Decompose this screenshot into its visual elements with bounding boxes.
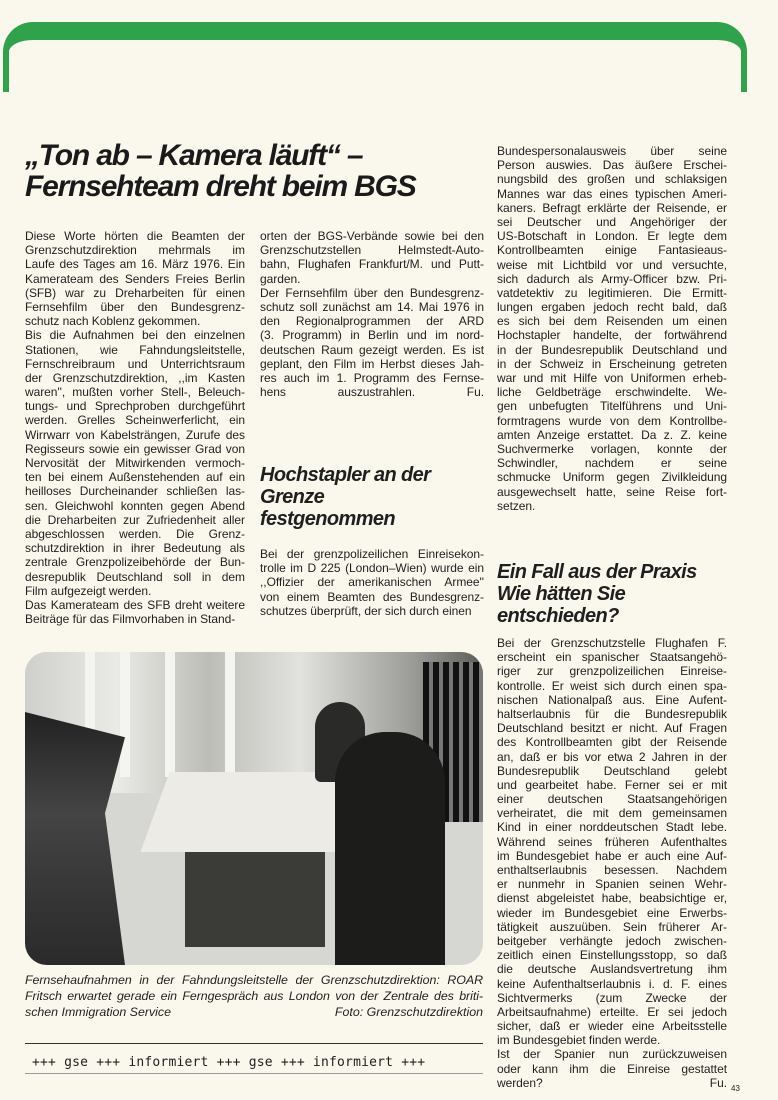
text-line: in der Schweiz in Erscheinung getreten (497, 356, 727, 371)
text-line: trolle im D 225 (London–Wien) wurde ein (260, 561, 484, 576)
text-line: werden. Grelles Scheinwerferlicht, ein (25, 413, 245, 428)
text-line: geplant, den Film im Herbst dieses Jah- (260, 356, 484, 371)
text-line: Film aufgezeigt werden. (25, 583, 152, 598)
page-number: 43 (731, 1084, 740, 1093)
text-line: Grenzschutzstellen Helmstedt-Auto- (260, 243, 484, 258)
text-line: Ist der Spanier nun zurückzuweisen (497, 1047, 727, 1062)
title-line: „Ton ab – Kamera läuft“ – (25, 139, 363, 172)
heading-line: Wie hätten Sie (497, 583, 626, 605)
text-line: US-Botschaft in London. Er legte dem (497, 229, 727, 244)
text-line: (SFB) war zu Dreharbeiten für einen (25, 285, 245, 300)
text-line: kontrolle. Er weist sich durch einen spa- (497, 678, 727, 693)
text-line: und gearbeitet habe. Ferner sei er mit (497, 777, 727, 792)
text-line: werden? Fu. (497, 1075, 727, 1090)
text-line: den Regionalprogrammen der ARD (260, 314, 484, 329)
text-line: res auch im 1. Programm des Fernse- (260, 370, 484, 385)
text-line: Während seines früheren Aufenthaltes (497, 834, 727, 849)
text-line: Das Kamerateam des SFB dreht weitere (25, 597, 245, 612)
text-line: riger zur grenzpolizeilichen Einreise- (497, 664, 727, 679)
text-line: heilloses Durcheinander schließen las- (25, 484, 245, 499)
title-line: Fernsehteam dreht beim BGS (25, 170, 416, 203)
text-line: schutzdirektion in ihrer Bedeutung als (25, 541, 245, 556)
text-line: von einem Beamten des Bundesgrenz- (260, 589, 484, 604)
text-line: Grenzschutzdirektion mehrmals im (25, 243, 245, 258)
heading-line: entschieden? (497, 605, 619, 627)
text-line: gen unbefugten Titelführens und Uni- (497, 399, 727, 414)
text-line: kaners. Befragt erklärte der Reisende, er (497, 200, 727, 215)
text-line: des Kontrollbeamten gibt der Reisende (497, 735, 727, 750)
hochstapler-heading (260, 464, 430, 530)
news-photo (25, 652, 483, 965)
text-line: beitgeber verhängte jedoch zwischen- (497, 933, 727, 948)
text-line: (3. Programm) in Berlin und im nord- (260, 328, 484, 343)
green-header-band (3, 22, 747, 92)
text-line: Wirrwarr von Kabelsträngen, Zurufe des (25, 427, 245, 442)
text-line: Deutschland besitzt er nicht. Auf Fragen (497, 721, 727, 736)
text-line: zentrale Grenzpolizeibehörde der Bun- (25, 555, 245, 570)
praxis-heading (497, 561, 697, 627)
caption-line: schen Immigration Service (25, 1005, 171, 1019)
text-line: Arbeitsaufnahme) erteilte. Er sei jedoch (497, 1004, 727, 1019)
text-line: Bundesrepublik Deutschland gelebt (497, 763, 727, 778)
text-line: schmucke Uniform gegen Zivilkleidung (497, 470, 727, 485)
text-line: setzen. (497, 498, 536, 513)
text-line: Laufe des Tages am 16. März 1976. Ein (25, 257, 245, 272)
article-title (25, 140, 416, 202)
camera-icon (25, 712, 125, 965)
text-line: amten Anzeige erstattet. Da z. Z. keine (497, 427, 727, 442)
text-line: bahn, Flughafen Frankfurt/M. und Putt- (260, 257, 484, 272)
column-2-text (260, 229, 484, 399)
text-line: liche Geldbeträge erschwindelte. We- (497, 385, 727, 400)
text-line: enthaltserlaubnis besessen. Nachdem (497, 863, 727, 877)
text-line: Bei der Grenzschutzstelle Flughafen F. (497, 636, 727, 650)
text-line: Fernschreibraum und Unterrichtsraum (25, 356, 245, 371)
text-line: sicher, daß er wieder eine Arbeitsstelle (497, 1019, 727, 1034)
text-line: tungs- und Sprechproben durchgeführt (25, 399, 245, 414)
text-line: im Bundesgebiet habe er auch eine Auf- (497, 848, 727, 863)
text-line: Der Fernsehfilm über den Bundesgrenz- (260, 285, 484, 300)
text-line: vatdetektiv zu legitimieren. Die Ermitt- (497, 285, 727, 300)
text-line: schutzes überprüft, der sich durch einen (260, 603, 472, 618)
text-line: sen. Gleichwohl konnten gegen Abend (25, 498, 245, 513)
text-line: Hochstapler handelte, der fortwährend (497, 328, 727, 343)
text-line: ,,Offizier der amerikanischen Armee'' (260, 575, 484, 590)
text-line: Stationen, wie Fahndungsleitstelle, (25, 342, 245, 357)
text-line: abgeschlossen werden. Die Grenz- (25, 526, 245, 541)
text-line: Mannes war das eines typischen Ameri- (497, 186, 727, 201)
text-line: nungsbild des großen und schlaksigen (497, 172, 727, 187)
caption-line: Fernsehaufnahmen in der Fahndungsleitstelle der Grenzschutzdirektion: ROAR (25, 973, 483, 987)
caption-line: Fritsch erwartet gerade ein Ferngespräch aus London von der Zentrale des briti- (25, 989, 483, 1003)
text-line: wieder im Bundesgebiet eine Erwerbs- (497, 905, 727, 920)
text-line: die Dreharbeiten zur Zufriedenheit aller (25, 512, 245, 527)
text-line: orten der BGS-Verbände sowie bei den (260, 229, 484, 243)
column-1-text (25, 229, 245, 626)
heading-line: Grenze (260, 486, 325, 508)
text-line: desrepublik Deutschland soll in dem (25, 569, 245, 584)
text-line: es sich bei dem Reisenden um einen (497, 314, 727, 329)
text-line: Kontrollbeamten einige Fantasieaus- (497, 243, 727, 258)
text-line: Person auswies. Das äußere Erschei- (497, 158, 727, 173)
ticker-line: +++ gse +++ informiert +++ gse +++ informiert +++ (32, 1055, 426, 1070)
text-line: Suchvermerke vorlagen, konnte der (497, 441, 727, 456)
text-line: der Grenzschutzdirektion, ,,im Kasten (25, 370, 245, 385)
text-line: keine Aufenthaltserlaubnis i. d. F. eines (497, 976, 727, 991)
text-line: war und mit Hilfe von Uniformen erheb- (497, 371, 727, 385)
text-line: sei Deutscher und Angehöriger der (497, 214, 727, 229)
text-line: weise mit Lichtbild vor und versuchte, (497, 257, 727, 272)
heading-line: Hochstapler an der (260, 464, 431, 486)
text-line: verheiratet, die mit dem gemeinsamen (497, 806, 727, 821)
text-line: formtragens wurde von dem Kontrollbe- (497, 413, 727, 428)
text-line: in der Bundesrepublik Deutschland und (497, 342, 727, 357)
text-line: hens auszustrahlen. Fu. (260, 385, 484, 400)
text-line: Beiträge für das Filmvorhaben in Stand- (25, 612, 236, 627)
photo-caption (25, 972, 483, 1020)
text-line: Sichtvermerks (zum Zwecke der (497, 990, 727, 1005)
text-line: schutz nach Koblenz gekommen. (25, 314, 201, 329)
text-line: ten bei einem Außenstehenden auf ein (25, 470, 245, 485)
text-line: im Bundesgebiet finden werde. (497, 1033, 661, 1048)
divider (25, 1043, 483, 1044)
text-line: dienst abgeleistet habe, beabsichtige er, (497, 891, 727, 906)
text-line: Fernsehfilm über den Bundesgrenz- (25, 299, 245, 314)
text-line: Bei der grenzpolizeilichen Einreisekon- (260, 547, 484, 561)
text-line: zeitlich einen Einstellungsstopp, so daß (497, 948, 727, 963)
photo-credit: Foto: Grenzschutzdirektion (334, 1005, 483, 1019)
divider (25, 1073, 483, 1074)
text-line: Regisseurs sowie ein gewisser Grad von (25, 441, 245, 456)
text-line: deutschen Raum gezeigt werden. Es ist (260, 342, 484, 357)
text-line: Bis die Aufnahmen bei den einzelnen (25, 328, 245, 343)
text-line: er nunmehr in Spanien seinen Wehr- (497, 877, 727, 892)
praxis-text (497, 636, 727, 1090)
text-line: haltserlaubnis für die Bundesrepublik (497, 706, 727, 721)
hochstapler-text (260, 547, 484, 618)
text-line: einer deutschen Staatsangehörigen (497, 792, 727, 807)
text-line: schutz soll zunächst am 14. Mai 1976 in (260, 299, 484, 314)
text-line: sich dadurch als Army-Officer bzw. Pri- (497, 271, 727, 286)
text-line: nischen Nationalpaß aus. Eine Aufent- (497, 692, 727, 707)
text-line: lungen ergaben jedoch recht bald, daß (497, 300, 727, 315)
text-line: Schwindler, nachdem er seine (497, 456, 727, 471)
text-line: waren'', mußten vorher Stell-, Beleuch- (25, 385, 245, 400)
heading-line: festgenommen (260, 508, 396, 530)
text-line: Bundespersonalausweis über seine (497, 144, 727, 158)
text-line: Kamerateam des Senders Freies Berlin (25, 271, 245, 286)
text-line: oder kann ihm die Einreise gestattet (497, 1061, 727, 1076)
text-line: Diese Worte hörten die Beamten der (25, 229, 245, 243)
text-line: Kind in einer norddeutschen Stadt lebe. (497, 820, 727, 835)
text-line: Nervosität der Mitwirkenden vermoch- (25, 456, 245, 470)
text-line: garden. (260, 271, 301, 286)
text-line: an, daß er bis vor etwa 2 Jahren in der (497, 749, 727, 764)
text-line: ausgewechselt hatte, seine Reise fort- (497, 484, 727, 499)
heading-line: Ein Fall aus der Praxis (497, 561, 697, 583)
hochstapler-text-continued (497, 144, 727, 513)
text-line: die deutsche Auslandsvertretung ihm (497, 962, 727, 977)
text-line: erscheint ein spanischer Staatsangehö- (497, 650, 727, 665)
text-line: tätigkeit auszuüben. Sein früherer Ar- (497, 919, 727, 934)
